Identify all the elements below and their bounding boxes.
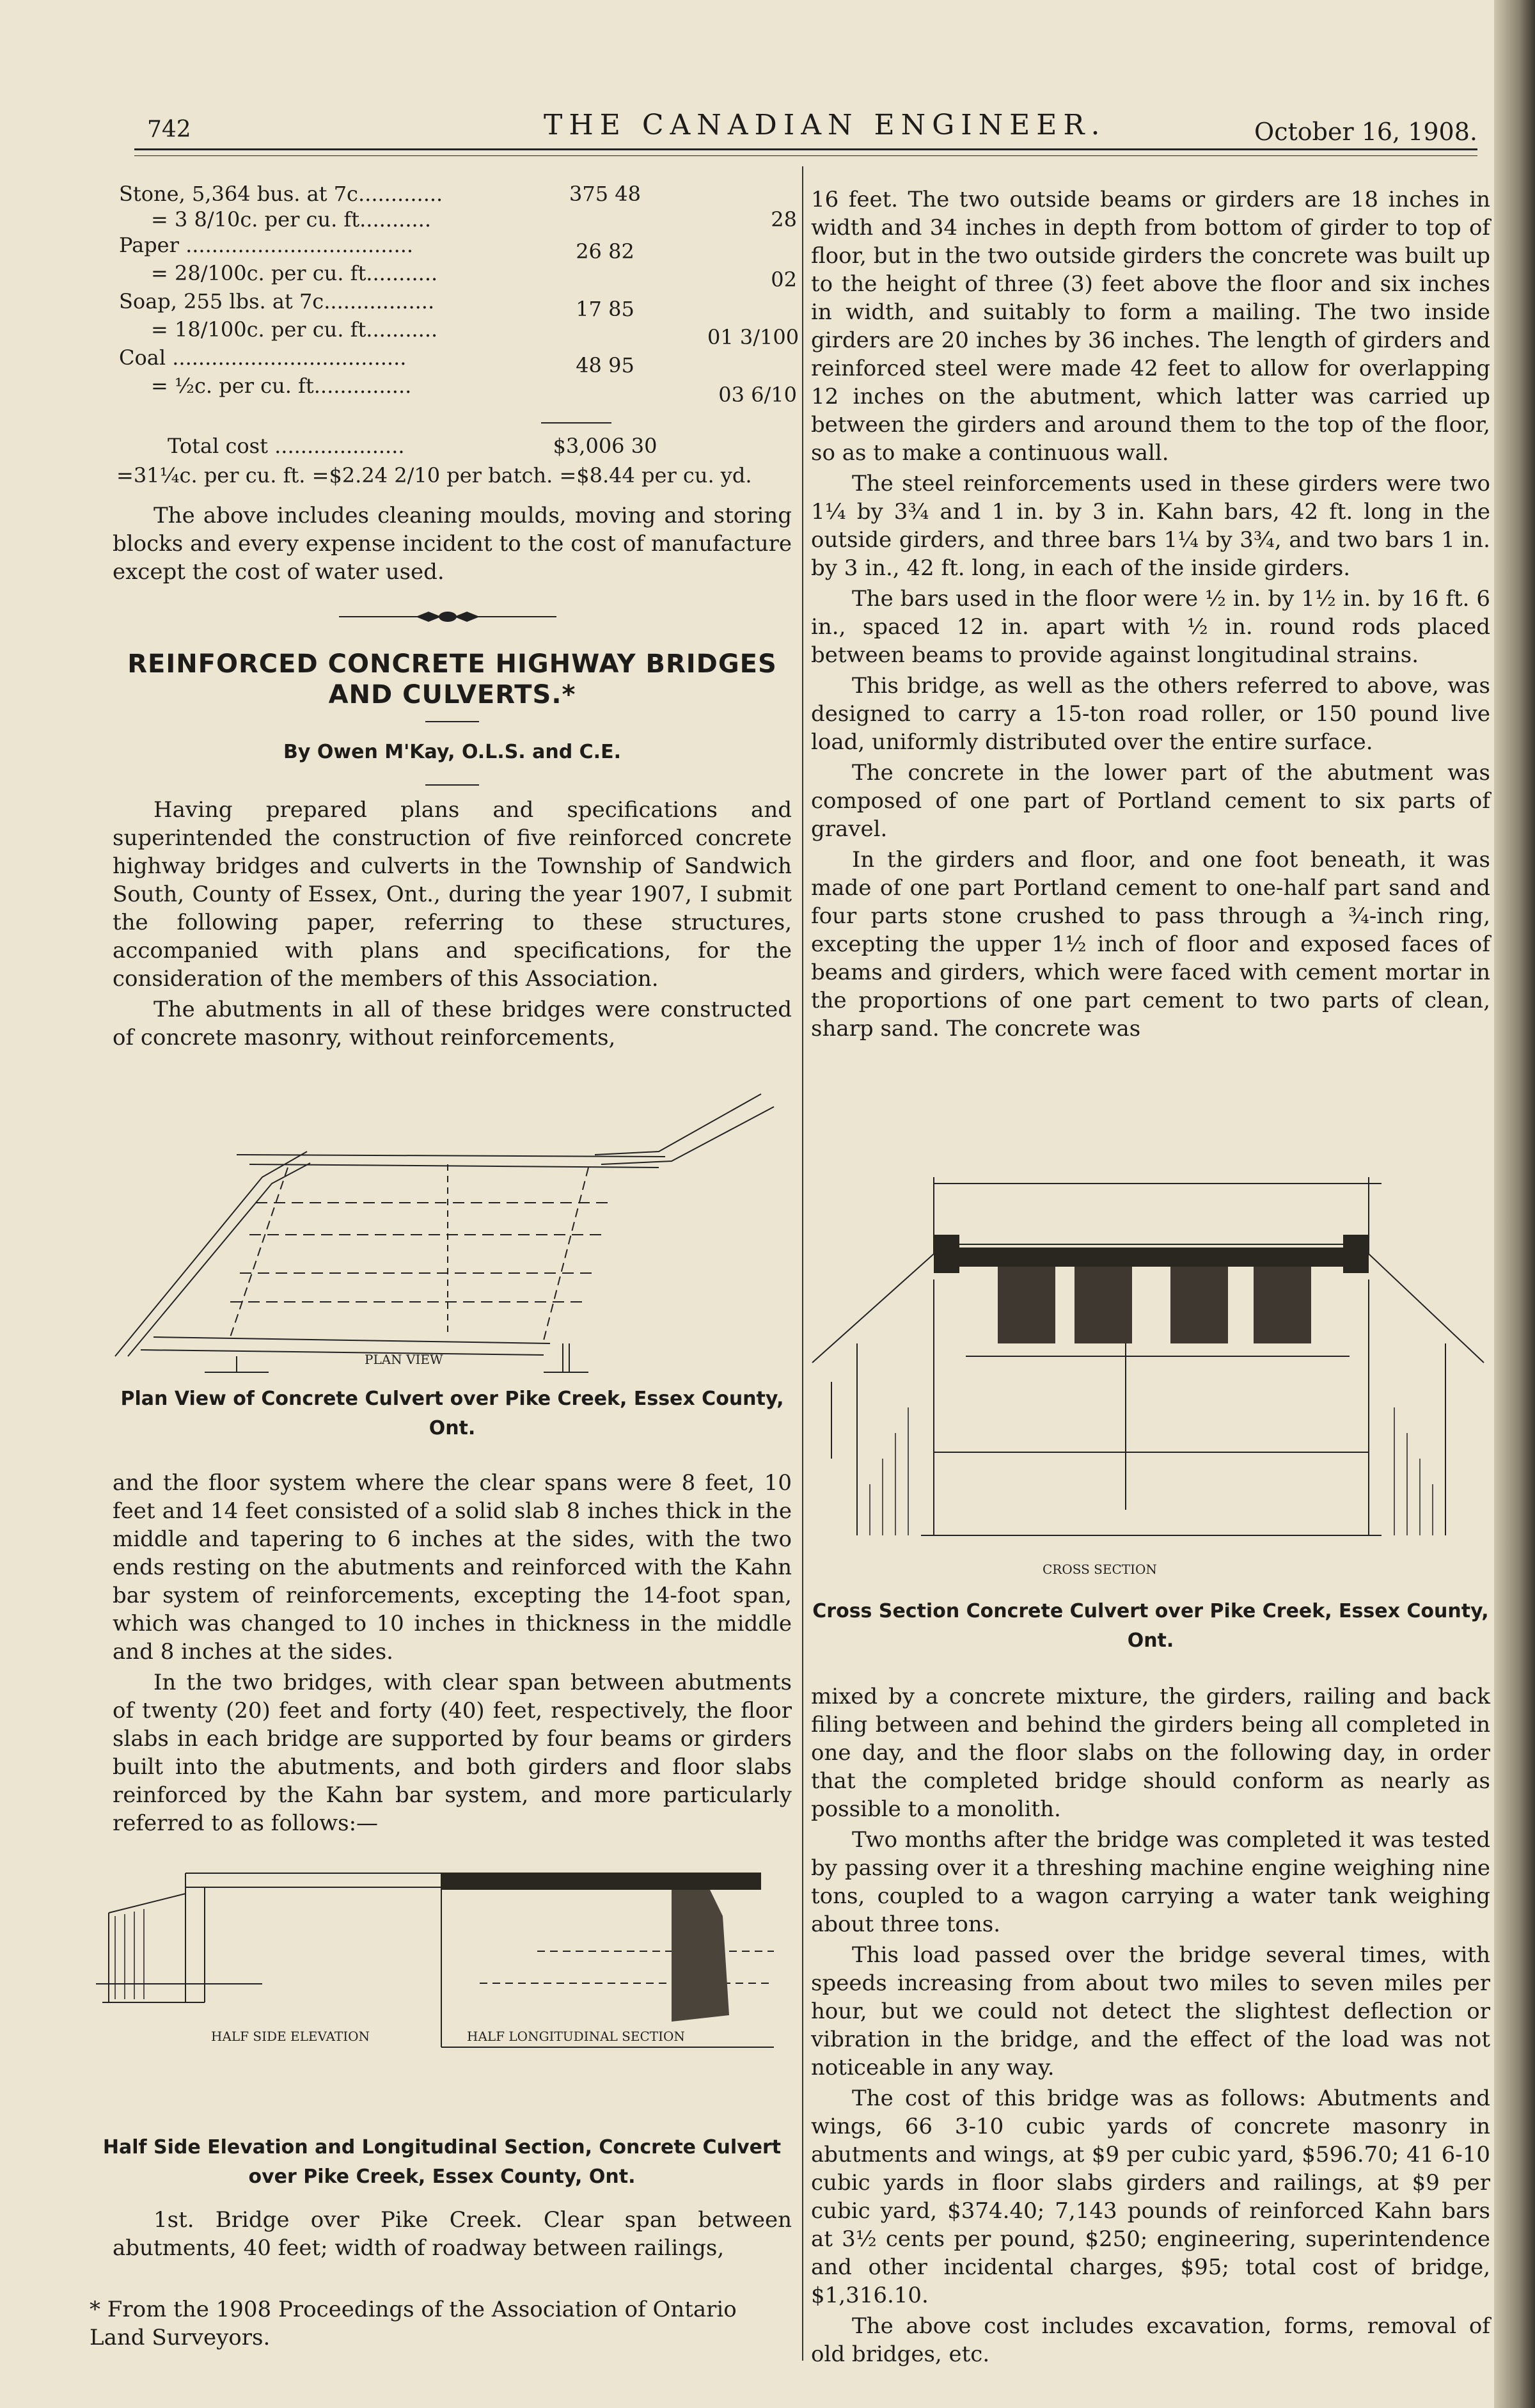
- title-rule: [425, 721, 479, 722]
- row-label: = 18/100c. per cu. ft...........: [151, 317, 438, 342]
- title-line-2: AND CULVERTS.*: [328, 680, 576, 709]
- per-unit-row: [116, 463, 797, 491]
- paragraph: The bars used in the floor were ½ in. by 1½ in. by 16 ft. 6 in., spaced 12 in. apart with ½ in. round rods placed between beams to provide against longitudinal strains.: [811, 586, 1490, 668]
- paragraph: In the two bridges, with clear span between abutments of twenty (20) feet and forty (40) feet, respectively, the floor slabs in each bridge are supported by four beams or girders built into the abutments, and both girders and floor slabs reinforced by the Kahn bar system, and more particularly referred to as follows:—: [113, 1670, 792, 1836]
- plan-view-label: PLAN VIEW: [365, 1352, 443, 1367]
- byline: By Owen M'Kay, O.L.S. and C.E.: [283, 741, 621, 763]
- table-row: [119, 182, 797, 210]
- paragraph: 16 feet. The two outside beams or girders are 18 inches in width and 34 inches in depth from bottom of girder to top of floor, but in the two outside girders the concrete was built up to the height of three (3) feet above the floor and six inches in width, and suitably to form a mailing. The two inside girders are 20 inches by 36 inches. The length of girders and reinforced steel were made 42 feet to allow for overlapping 12 inches on the abutment, which latter was carried up between the girders and around them to the top of the floor, so as to make a continuous wall.: [811, 187, 1490, 466]
- row-amount: 375 48: [569, 182, 641, 206]
- elevation-left-label: HALF SIDE ELEVATION: [211, 2029, 370, 2044]
- row-label: Coal ....................................: [119, 345, 407, 370]
- row-label: = 28/100c. per cu. ft...........: [151, 261, 438, 285]
- row-amount: 48 95: [576, 353, 634, 377]
- paragraph: The above includes cleaning moulds, moving and storing blocks and every expense incident to the cost of manufacture except the cost of water used.: [113, 503, 792, 585]
- row-unit-cost: 02: [771, 267, 797, 292]
- article-body-part-2: [113, 1469, 792, 1837]
- paragraph: The steel reinforcements used in these girders were two 1¼ by 3¾ and 1 in. by 3 in. Kahn bars, 42 ft. long in the outside girders, and three bars 1¼ by 3¾, and two bars 1 in. by 3 in., 42 ft. long, in each of the inside girders.: [811, 471, 1490, 581]
- total-amount: $3,006 30: [553, 434, 657, 458]
- intro-paragraph-block: [113, 502, 792, 586]
- row-label: Soap, 255 lbs. at 7c.................: [119, 289, 435, 313]
- paragraph: The concrete in the lower part of the abutment was composed of one part of Portland cement to six parts of gravel.: [811, 760, 1490, 842]
- elevation-drawing: [96, 1855, 774, 2105]
- per-unit-costs: =31¼c. per cu. ft. =$2.24 2/10 per batch. =$8.44 per cu. yd.: [116, 463, 752, 487]
- paragraph: mixed by a concrete mixture, the girders, railing and back filing between and behind the girders being all completed in one day, and the floor slabs on the following day, in order that the completed bridge should conform as nearly as possible to a monolith.: [811, 1684, 1490, 1822]
- row-unit-cost: 28: [771, 207, 797, 232]
- paragraph: This bridge, as well as the others referred to above, was designed to carry a 15-ton road roller, or 150 pound live load, uniformly distributed over the entire surface.: [811, 673, 1490, 755]
- total-rule: [541, 422, 611, 424]
- plan-view-caption: Plan View of Concrete Culvert over Pike Creek, Essex County, Ont.: [120, 1388, 784, 1439]
- row-label: Paper ...................................: [119, 233, 414, 257]
- table-row: [119, 207, 797, 235]
- table-row: [119, 345, 797, 377]
- paragraph: The cost of this bridge was as follows: Abutments and wings, 66 3-10 cubic yards of concrete masonry in abutments and wings, at $9 per cubic yard, $596.70; 41 6-10 cubic yards in floor slabs girders and railings, at $9 per cubic yard, $374.40; 7,143 pounds of reinforced Kahn bars at 3½ cents per pound, $250; engineering, superintendence and other incidental charges, $95; total cost of bridge, $1,316.10.: [811, 2086, 1490, 2308]
- row-label: = ½c. per cu. ft...............: [151, 374, 412, 398]
- elevation-right-label: HALF LONGITUDINAL SECTION: [467, 2029, 685, 2044]
- paragraph: and the floor system where the clear spans were 8 feet, 10 feet and 14 feet consisted of a solid slab 8 inches thick in the middle and tapering to 6 inches at the sides, with the two ends resting on the abutments and reinforced with the Kahn bar system of reinforcements, excepting the 14-foot span, which was changed to 10 inches in thickness in the middle and 8 inches at the sides.: [113, 1470, 792, 1665]
- paragraph: In the girders and floor, and one foot beneath, it was made of one part Portland cement to one-half part sand and four parts stone crushed to pass through a ¾-inch ring, excepting the upper 1½ inch of floor and exposed faces of beams and girders, which were faced with cement mortar in the proportions of one part cement to two parts of clean, sharp sand. The concrete was: [811, 847, 1490, 1042]
- cross-section-caption: Cross Section Concrete Culvert over Pike Creek, Essex County, Ont.: [812, 1600, 1489, 1652]
- ornament-divider: [339, 604, 556, 630]
- paragraph: 1st. Bridge over Pike Creek. Clear span between abutments, 40 feet; width of roadway between railings,: [113, 2207, 792, 2261]
- article-body-part-3: [113, 2206, 792, 2262]
- issue-date: October 16, 1908.: [1254, 118, 1477, 146]
- cross-section-drawing: [806, 1152, 1490, 1577]
- header-rule: [134, 148, 1477, 156]
- paragraph: The above cost includes excavation, forms, removal of old bridges, etc.: [811, 2313, 1490, 2367]
- table-row: [119, 233, 797, 264]
- row-unit-cost: 03 6/10: [718, 383, 797, 407]
- total-row: [119, 434, 797, 462]
- row-label: Stone, 5,364 bus. at 7c.............: [119, 182, 443, 206]
- plan-view-drawing: [102, 1081, 793, 1382]
- row-amount: 17 85: [576, 297, 634, 321]
- title-line-1: REINFORCED CONCRETE HIGHWAY BRIDGES: [127, 649, 777, 679]
- footnote: * From the 1908 Proceedings of the Association of Ontario Land Surveyors.: [90, 2297, 737, 2350]
- footnote-rule: [96, 1983, 262, 1984]
- column-divider: [802, 166, 803, 2361]
- paragraph: Having prepared plans and specifications and superintended the construction of five reinforced concrete highway bridges and culverts in the Township of Sandwich South, County of Essex, Ont., during the year 1907, I submit the following paper, referring to these structures, accompanied with plans and specifications, for the consideration of the members of this Association.: [113, 797, 792, 992]
- right-column-part-2: [811, 1683, 1490, 2368]
- elevation-caption: Half Side Elevation and Longitudinal Section, Concrete Culvert over Pike Creek, Essex County, Ont.: [102, 2136, 782, 2188]
- right-column-part-1: [811, 186, 1490, 1043]
- article-body-part-1: [113, 796, 792, 1052]
- row-label: = 3 8/10c. per cu. ft...........: [151, 207, 431, 232]
- page-edge: [1494, 0, 1535, 2408]
- article-title: [113, 649, 792, 710]
- table-row: [119, 289, 797, 321]
- row-amount: 26 82: [576, 239, 634, 264]
- journal-title: THE CANADIAN ENGINEER.: [544, 109, 1106, 141]
- byline-rule: [425, 784, 479, 786]
- paragraph: Two months after the bridge was completed it was tested by passing over it a threshing machine engine weighing nine tons, coupled to a wagon carrying a water tank weighing about three tons.: [811, 1827, 1490, 1937]
- paragraph: This load passed over the bridge several times, with speeds increasing from about two miles to seven miles per hour, but we could not detect the slightest deflection or vibration in the bridge, and the effect of the load was not noticeable in any way.: [811, 1942, 1490, 2080]
- paragraph: The abutments in all of these bridges were constructed of concrete masonry, without reinforcements,: [113, 997, 792, 1050]
- row-unit-cost: 01 3/100: [707, 325, 799, 349]
- table-row: [119, 261, 797, 292]
- cross-section-label: CROSS SECTION: [1043, 1562, 1157, 1577]
- table-row: [119, 317, 799, 349]
- table-row: [119, 374, 797, 407]
- total-label: Total cost ....................: [168, 434, 405, 458]
- page-number: 742: [147, 116, 191, 143]
- running-header: [147, 109, 1477, 154]
